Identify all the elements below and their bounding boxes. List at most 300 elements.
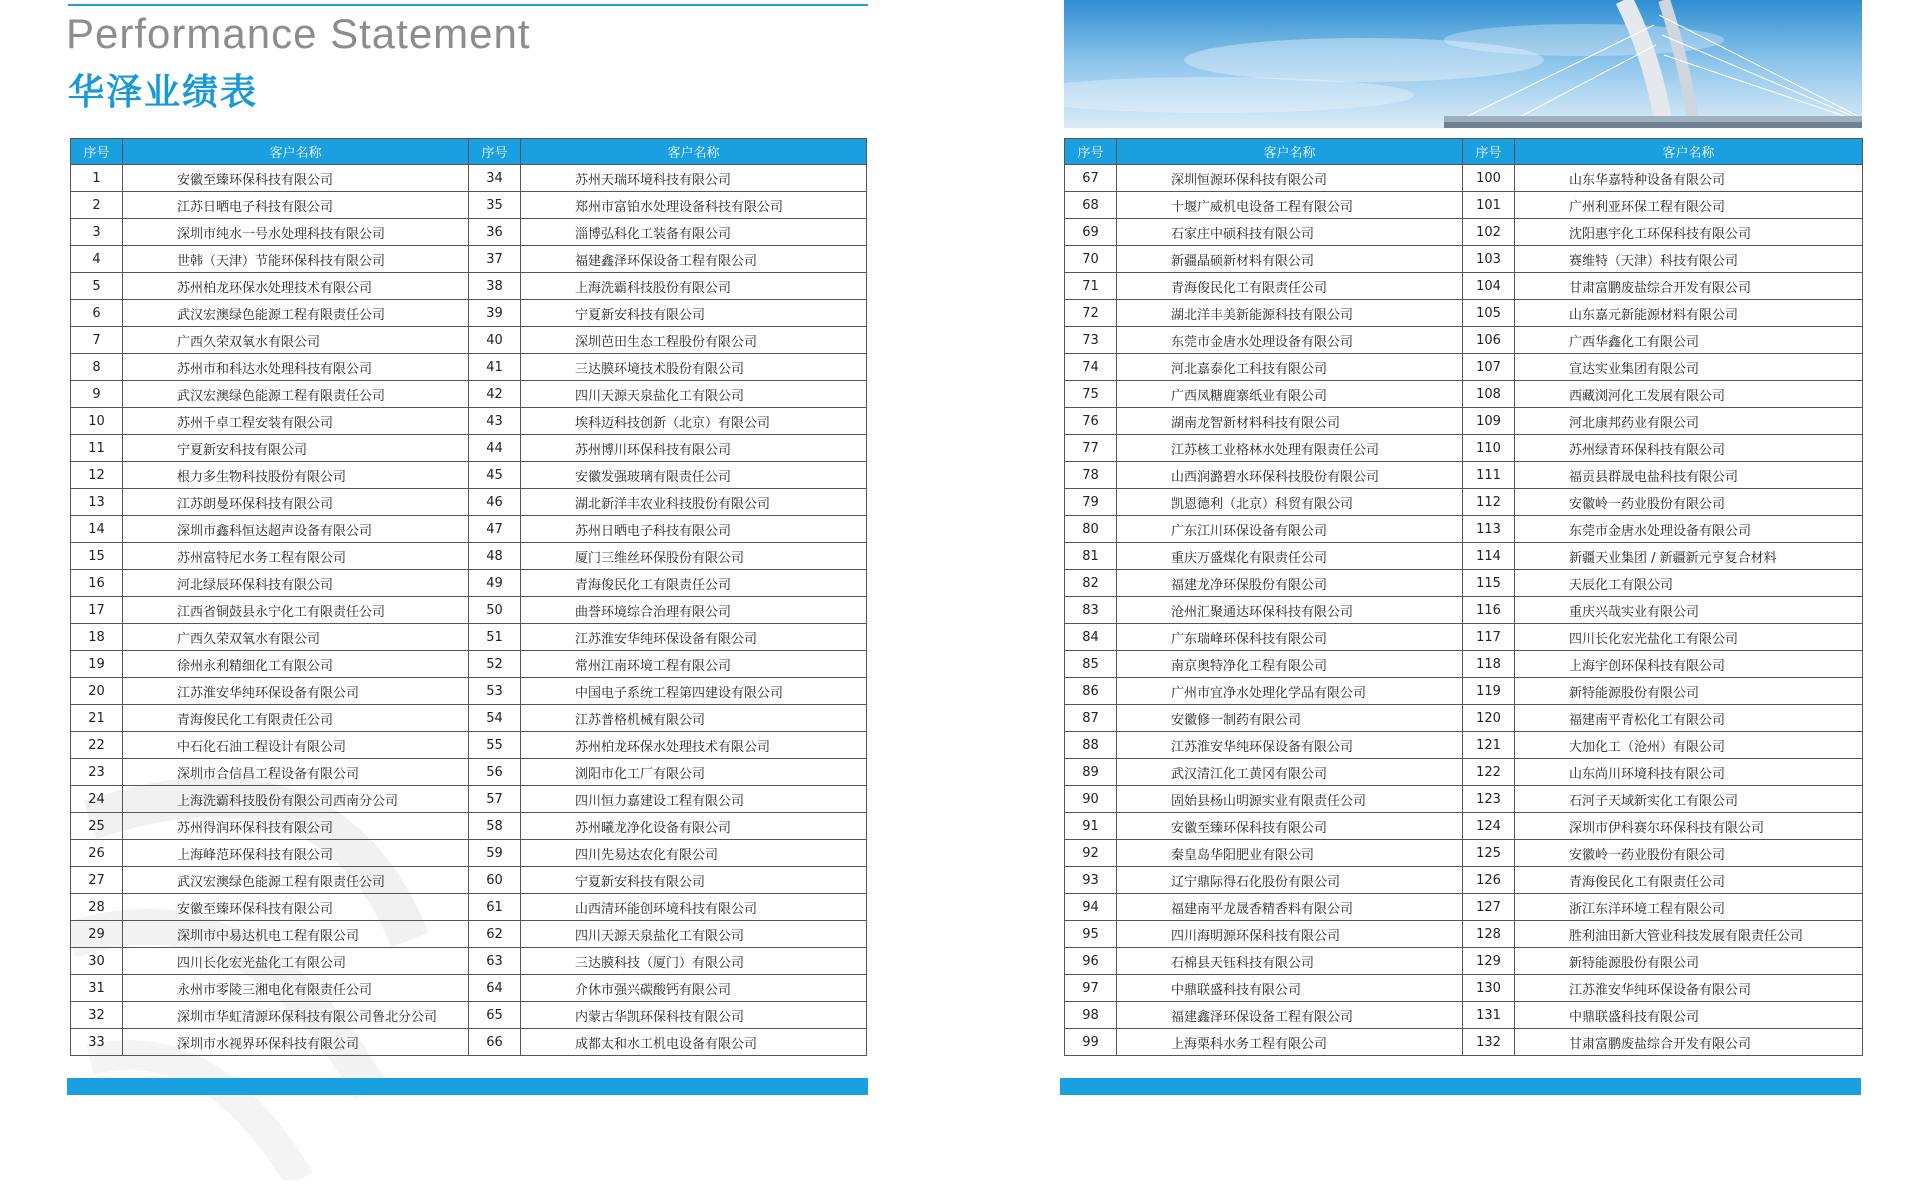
client-name: 成都太和水工机电设备有限公司	[521, 1029, 867, 1056]
table-row	[1065, 1002, 1863, 1029]
row-index: 109	[1463, 408, 1515, 435]
row-index: 45	[469, 462, 521, 489]
table-row	[71, 840, 867, 867]
table-row	[1065, 300, 1863, 327]
client-name: 青海俊民化工有限责任公司	[123, 705, 469, 732]
client-name: 沧州汇聚通达环保科技有限公司	[1117, 597, 1463, 624]
client-name: 内蒙古华凯环保科技有限公司	[521, 1002, 867, 1029]
page-title-cn: 华泽业绩表	[68, 72, 259, 113]
row-index: 44	[469, 435, 521, 462]
row-index: 94	[1065, 894, 1117, 921]
client-name: 常州江南环境工程有限公司	[521, 651, 867, 678]
row-index: 2	[71, 192, 123, 219]
row-index: 69	[1065, 219, 1117, 246]
row-index: 112	[1463, 489, 1515, 516]
row-index: 48	[469, 543, 521, 570]
client-name: 福建鑫泽环保设备工程有限公司	[1117, 1002, 1463, 1029]
row-index: 38	[469, 273, 521, 300]
table-row	[1065, 219, 1863, 246]
client-name: 河北绿辰环保科技有限公司	[123, 570, 469, 597]
row-index: 40	[469, 327, 521, 354]
client-name: 深圳恒源环保科技有限公司	[1117, 165, 1463, 192]
row-index: 49	[469, 570, 521, 597]
client-name: 深圳市华虹清源环保科技有限公司鲁北分公司	[123, 1002, 469, 1029]
table-row	[71, 381, 867, 408]
client-name: 石棉县天钰科技有限公司	[1117, 948, 1463, 975]
right-page	[1000, 0, 1920, 1187]
client-name: 四川恒力嘉建设工程有限公司	[521, 786, 867, 813]
client-name: 根力多生物科技股份有限公司	[123, 462, 469, 489]
table-row	[71, 948, 867, 975]
client-name: 苏州千卓工程安装有限公司	[123, 408, 469, 435]
row-index: 80	[1065, 516, 1117, 543]
table-row	[71, 192, 867, 219]
client-name: 河北嘉泰化工科技有限公司	[1117, 354, 1463, 381]
client-name: 四川天源天泉盐化工有限公司	[521, 381, 867, 408]
row-index: 86	[1065, 678, 1117, 705]
table-row	[1065, 516, 1863, 543]
client-name: 新特能源股份有限公司	[1515, 948, 1863, 975]
performance-table-right	[1064, 138, 1863, 1056]
client-name: 安徽至臻环保科技有限公司	[1117, 813, 1463, 840]
row-index: 37	[469, 246, 521, 273]
row-index: 52	[469, 651, 521, 678]
table-row	[1065, 570, 1863, 597]
row-index: 14	[71, 516, 123, 543]
row-index: 73	[1065, 327, 1117, 354]
client-name: 广东瑞峰环保科技有限公司	[1117, 624, 1463, 651]
client-name: 苏州得润环保科技有限公司	[123, 813, 469, 840]
table-row	[1065, 354, 1863, 381]
row-index: 46	[469, 489, 521, 516]
client-name: 中鼎联盛科技有限公司	[1117, 975, 1463, 1002]
row-index: 55	[469, 732, 521, 759]
table-row	[71, 300, 867, 327]
client-name: 山东嘉元新能源材料有限公司	[1515, 300, 1863, 327]
table-row	[1065, 678, 1863, 705]
table-row	[71, 813, 867, 840]
row-index: 77	[1065, 435, 1117, 462]
table-row	[71, 246, 867, 273]
table-row	[71, 327, 867, 354]
row-index: 118	[1463, 651, 1515, 678]
client-name: 广州利亚环保工程有限公司	[1515, 192, 1863, 219]
client-name: 深圳芭田生态工程股份有限公司	[521, 327, 867, 354]
client-name: 山东华嘉特种设备有限公司	[1515, 165, 1863, 192]
table-row	[71, 975, 867, 1002]
client-name: 甘肃富鹏废盐综合开发有限公司	[1515, 273, 1863, 300]
row-index: 3	[71, 219, 123, 246]
row-index: 87	[1065, 705, 1117, 732]
row-index: 26	[71, 840, 123, 867]
client-name: 安徽岭一药业股份有限公司	[1515, 489, 1863, 516]
row-index: 121	[1463, 732, 1515, 759]
row-index: 101	[1463, 192, 1515, 219]
row-index: 76	[1065, 408, 1117, 435]
client-name: 广西华鑫化工有限公司	[1515, 327, 1863, 354]
client-name: 四川长化宏光盐化工有限公司	[123, 948, 469, 975]
table-row	[1065, 489, 1863, 516]
table-row	[71, 1029, 867, 1056]
client-name: 新疆晶硕新材料有限公司	[1117, 246, 1463, 273]
table-row	[1065, 840, 1863, 867]
row-index: 53	[469, 678, 521, 705]
row-index: 10	[71, 408, 123, 435]
row-index: 6	[71, 300, 123, 327]
row-index: 124	[1463, 813, 1515, 840]
footer-bar	[1060, 1078, 1861, 1095]
table-row	[1065, 786, 1863, 813]
client-name: 青海俊民化工有限责任公司	[521, 570, 867, 597]
client-name: 永州市零陵三湘电化有限责任公司	[123, 975, 469, 1002]
table-row	[71, 435, 867, 462]
client-name: 四川海明源环保科技有限公司	[1117, 921, 1463, 948]
table-row	[1065, 246, 1863, 273]
row-index: 114	[1463, 543, 1515, 570]
client-name: 曲誉环境综合治理有限公司	[521, 597, 867, 624]
client-name: 广西凤糖鹿寨纸业有限公司	[1117, 381, 1463, 408]
table-body	[71, 165, 867, 1056]
header-index: 序号	[71, 139, 123, 165]
table-header-row	[71, 139, 867, 165]
row-index: 131	[1463, 1002, 1515, 1029]
client-name: 上海栗科水务工程有限公司	[1117, 1029, 1463, 1056]
row-index: 95	[1065, 921, 1117, 948]
row-index: 71	[1065, 273, 1117, 300]
table-row	[71, 759, 867, 786]
client-name: 浙江东洋环境工程有限公司	[1515, 894, 1863, 921]
row-index: 96	[1065, 948, 1117, 975]
row-index: 117	[1463, 624, 1515, 651]
row-index: 57	[469, 786, 521, 813]
client-name: 四川长化宏光盐化工有限公司	[1515, 624, 1863, 651]
row-index: 54	[469, 705, 521, 732]
row-index: 74	[1065, 354, 1117, 381]
table-row	[1065, 894, 1863, 921]
client-name: 上海峰范环保科技有限公司	[123, 840, 469, 867]
row-index: 62	[469, 921, 521, 948]
client-name: 深圳市鑫科恒达超声设备有限公司	[123, 516, 469, 543]
table-row	[71, 732, 867, 759]
row-index: 56	[469, 759, 521, 786]
row-index: 126	[1463, 867, 1515, 894]
table-row	[71, 651, 867, 678]
client-name: 山东尚川环境科技有限公司	[1515, 759, 1863, 786]
client-name: 江苏淮安华纯环保设备有限公司	[123, 678, 469, 705]
table-row	[1065, 759, 1863, 786]
client-name: 苏州柏龙环保水处理技术有限公司	[521, 732, 867, 759]
row-index: 23	[71, 759, 123, 786]
client-name: 三达膜科技（厦门）有限公司	[521, 948, 867, 975]
client-name: 新疆天业集团 / 新疆新元亨复合材料	[1515, 543, 1863, 570]
row-index: 33	[71, 1029, 123, 1056]
client-name: 新特能源股份有限公司	[1515, 678, 1863, 705]
row-index: 25	[71, 813, 123, 840]
client-name: 苏州富特尼水务工程有限公司	[123, 543, 469, 570]
client-name: 四川先易达农化有限公司	[521, 840, 867, 867]
row-index: 113	[1463, 516, 1515, 543]
client-name: 安徽发强玻璃有限责任公司	[521, 462, 867, 489]
row-index: 61	[469, 894, 521, 921]
client-name: 福建鑫泽环保设备工程有限公司	[521, 246, 867, 273]
row-index: 93	[1065, 867, 1117, 894]
client-name: 湖北洋丰美新能源科技有限公司	[1117, 300, 1463, 327]
row-index: 83	[1065, 597, 1117, 624]
row-index: 66	[469, 1029, 521, 1056]
client-name: 沈阳惠宇化工环保科技有限公司	[1515, 219, 1863, 246]
table-row	[1065, 273, 1863, 300]
table-row	[71, 516, 867, 543]
client-name: 重庆兴哉实业有限公司	[1515, 597, 1863, 624]
row-index: 107	[1463, 354, 1515, 381]
table-row	[1065, 597, 1863, 624]
client-name: 武汉宏澳绿色能源工程有限责任公司	[123, 867, 469, 894]
table-row	[1065, 165, 1863, 192]
row-index: 88	[1065, 732, 1117, 759]
table-row	[71, 219, 867, 246]
table-row	[1065, 867, 1863, 894]
table-row	[71, 705, 867, 732]
row-index: 70	[1065, 246, 1117, 273]
table-row	[71, 1002, 867, 1029]
row-index: 91	[1065, 813, 1117, 840]
row-index: 92	[1065, 840, 1117, 867]
row-index: 29	[71, 921, 123, 948]
client-name: 重庆万盛煤化有限责任公司	[1117, 543, 1463, 570]
performance-table-left	[70, 138, 867, 1056]
client-name: 天辰化工有限公司	[1515, 570, 1863, 597]
row-index: 64	[469, 975, 521, 1002]
client-name: 深圳市伊科赛尔环保科技有限公司	[1515, 813, 1863, 840]
client-name: 三达膜环境技术股份有限公司	[521, 354, 867, 381]
client-name: 世韩（天津）节能环保科技有限公司	[123, 246, 469, 273]
row-index: 9	[71, 381, 123, 408]
row-index: 79	[1065, 489, 1117, 516]
row-index: 65	[469, 1002, 521, 1029]
row-index: 47	[469, 516, 521, 543]
client-name: 广西久荣双氧水有限公司	[123, 624, 469, 651]
client-name: 江苏日晒电子科技有限公司	[123, 192, 469, 219]
row-index: 129	[1463, 948, 1515, 975]
row-index: 119	[1463, 678, 1515, 705]
row-index: 24	[71, 786, 123, 813]
client-name: 安徽岭一药业股份有限公司	[1515, 840, 1863, 867]
row-index: 128	[1463, 921, 1515, 948]
row-index: 43	[469, 408, 521, 435]
table-row	[71, 489, 867, 516]
client-name: 秦皇岛华阳肥业有限公司	[1117, 840, 1463, 867]
left-page	[0, 0, 950, 1187]
client-name: 胜利油田新大管业科技发展有限责任公司	[1515, 921, 1863, 948]
row-index: 34	[469, 165, 521, 192]
table-row	[1065, 408, 1863, 435]
header-client-name: 客户名称	[123, 139, 469, 165]
table-row	[1065, 192, 1863, 219]
table-row	[1065, 948, 1863, 975]
table-row	[1065, 975, 1863, 1002]
row-index: 19	[71, 651, 123, 678]
client-name: 西藏浏河化工发展有限公司	[1515, 381, 1863, 408]
client-name: 辽宁鼎际得石化股份有限公司	[1117, 867, 1463, 894]
client-name: 淄博弘科化工装备有限公司	[521, 219, 867, 246]
table-row	[1065, 462, 1863, 489]
table-row	[71, 408, 867, 435]
row-index: 82	[1065, 570, 1117, 597]
row-index: 132	[1463, 1029, 1515, 1056]
client-name: 安徽修一制药有限公司	[1117, 705, 1463, 732]
client-name: 苏州博川环保科技有限公司	[521, 435, 867, 462]
client-name: 东莞市金唐水处理设备有限公司	[1515, 516, 1863, 543]
row-index: 50	[469, 597, 521, 624]
row-index: 68	[1065, 192, 1117, 219]
row-index: 85	[1065, 651, 1117, 678]
table-row	[71, 165, 867, 192]
table-row	[71, 543, 867, 570]
table-row	[1065, 1029, 1863, 1056]
row-index: 16	[71, 570, 123, 597]
footer-bar	[67, 1078, 868, 1095]
client-name: 苏州绿青环保科技有限公司	[1515, 435, 1863, 462]
table-row	[71, 921, 867, 948]
row-index: 20	[71, 678, 123, 705]
row-index: 130	[1463, 975, 1515, 1002]
table-body	[1065, 165, 1863, 1056]
client-name: 宁夏新安科技有限公司	[123, 435, 469, 462]
row-index: 31	[71, 975, 123, 1002]
table-row	[71, 894, 867, 921]
client-name: 石家庄中硕科技有限公司	[1117, 219, 1463, 246]
table-row	[71, 624, 867, 651]
client-name: 宣达实业集团有限公司	[1515, 354, 1863, 381]
row-index: 32	[71, 1002, 123, 1029]
client-name: 湖南龙智新材料科技有限公司	[1117, 408, 1463, 435]
row-index: 17	[71, 597, 123, 624]
client-name: 赛维特（天津）科技有限公司	[1515, 246, 1863, 273]
row-index: 21	[71, 705, 123, 732]
client-name: 武汉清江化工黄冈有限公司	[1117, 759, 1463, 786]
row-index: 1	[71, 165, 123, 192]
client-name: 苏州日晒电子科技有限公司	[521, 516, 867, 543]
row-index: 42	[469, 381, 521, 408]
client-name: 江苏核工业格林水处理有限责任公司	[1117, 435, 1463, 462]
header-client-name: 客户名称	[1117, 139, 1463, 165]
table-row	[1065, 327, 1863, 354]
client-name: 上海宇创环保科技有限公司	[1515, 651, 1863, 678]
row-index: 15	[71, 543, 123, 570]
row-index: 81	[1065, 543, 1117, 570]
client-name: 广州市宜净水处理化学品有限公司	[1117, 678, 1463, 705]
client-name: 苏州天瑞环境科技有限公司	[521, 165, 867, 192]
client-name: 福建南平龙晟香精香料有限公司	[1117, 894, 1463, 921]
client-name: 河北康邦药业有限公司	[1515, 408, 1863, 435]
table-row	[1065, 651, 1863, 678]
table-row	[1065, 813, 1863, 840]
table-row	[1065, 435, 1863, 462]
table-row	[71, 273, 867, 300]
client-name: 安徽至臻环保科技有限公司	[123, 894, 469, 921]
row-index: 5	[71, 273, 123, 300]
table-row	[1065, 381, 1863, 408]
row-index: 35	[469, 192, 521, 219]
client-name: 青海俊民化工有限责任公司	[1117, 273, 1463, 300]
client-name: 四川天源天泉盐化工有限公司	[521, 921, 867, 948]
client-name: 中石化石油工程设计有限公司	[123, 732, 469, 759]
row-index: 90	[1065, 786, 1117, 813]
row-index: 84	[1065, 624, 1117, 651]
row-index: 108	[1463, 381, 1515, 408]
row-index: 99	[1065, 1029, 1117, 1056]
row-index: 67	[1065, 165, 1117, 192]
table-row	[71, 570, 867, 597]
row-index: 28	[71, 894, 123, 921]
row-index: 4	[71, 246, 123, 273]
row-index: 98	[1065, 1002, 1117, 1029]
client-name: 中国电子系统工程第四建设有限公司	[521, 678, 867, 705]
table-row	[1065, 624, 1863, 651]
client-name: 东莞市金唐水处理设备有限公司	[1117, 327, 1463, 354]
row-index: 115	[1463, 570, 1515, 597]
table-row	[1065, 921, 1863, 948]
row-index: 110	[1463, 435, 1515, 462]
table-row	[1065, 543, 1863, 570]
client-name: 苏州柏龙环保水处理技术有限公司	[123, 273, 469, 300]
page-title-en: Performance Statement	[66, 10, 531, 57]
client-name: 广东江川环保设备有限公司	[1117, 516, 1463, 543]
header-index: 序号	[1463, 139, 1515, 165]
client-name: 山西清环能创环境科技有限公司	[521, 894, 867, 921]
client-name: 江苏淮安华纯环保设备有限公司	[1117, 732, 1463, 759]
row-index: 59	[469, 840, 521, 867]
row-index: 104	[1463, 273, 1515, 300]
row-index: 122	[1463, 759, 1515, 786]
table-row	[71, 786, 867, 813]
row-index: 106	[1463, 327, 1515, 354]
row-index: 13	[71, 489, 123, 516]
row-index: 27	[71, 867, 123, 894]
client-name: 深圳市合信昌工程设备有限公司	[123, 759, 469, 786]
client-name: 宁夏新安科技有限公司	[521, 300, 867, 327]
client-name: 福建南平青松化工有限公司	[1515, 705, 1863, 732]
client-name: 江苏普格机械有限公司	[521, 705, 867, 732]
client-name: 浏阳市化工厂有限公司	[521, 759, 867, 786]
header-client-name: 客户名称	[521, 139, 867, 165]
row-index: 125	[1463, 840, 1515, 867]
client-name: 埃科迈科技创新（北京）有限公司	[521, 408, 867, 435]
client-name: 介休市强兴碳酸钙有限公司	[521, 975, 867, 1002]
client-name: 江西省铜鼓县永宁化工有限责任公司	[123, 597, 469, 624]
row-index: 63	[469, 948, 521, 975]
table-row	[1065, 732, 1863, 759]
client-name: 江苏朗曼环保科技有限公司	[123, 489, 469, 516]
client-name: 江苏淮安华纯环保设备有限公司	[521, 624, 867, 651]
client-name: 徐州永利精细化工有限公司	[123, 651, 469, 678]
client-name: 十堰广威机电设备工程有限公司	[1117, 192, 1463, 219]
client-name: 湖北新洋丰农业科技股份有限公司	[521, 489, 867, 516]
client-name: 福贡县群晟电盐科技有限公司	[1515, 462, 1863, 489]
table-row	[71, 678, 867, 705]
row-index: 78	[1065, 462, 1117, 489]
row-index: 18	[71, 624, 123, 651]
table-row	[1065, 705, 1863, 732]
row-index: 111	[1463, 462, 1515, 489]
row-index: 120	[1463, 705, 1515, 732]
client-name: 上海洗霸科技股份有限公司	[521, 273, 867, 300]
header-index: 序号	[469, 139, 521, 165]
table-row	[71, 867, 867, 894]
row-index: 51	[469, 624, 521, 651]
client-name: 大加化工（沧州）有限公司	[1515, 732, 1863, 759]
row-index: 103	[1463, 246, 1515, 273]
